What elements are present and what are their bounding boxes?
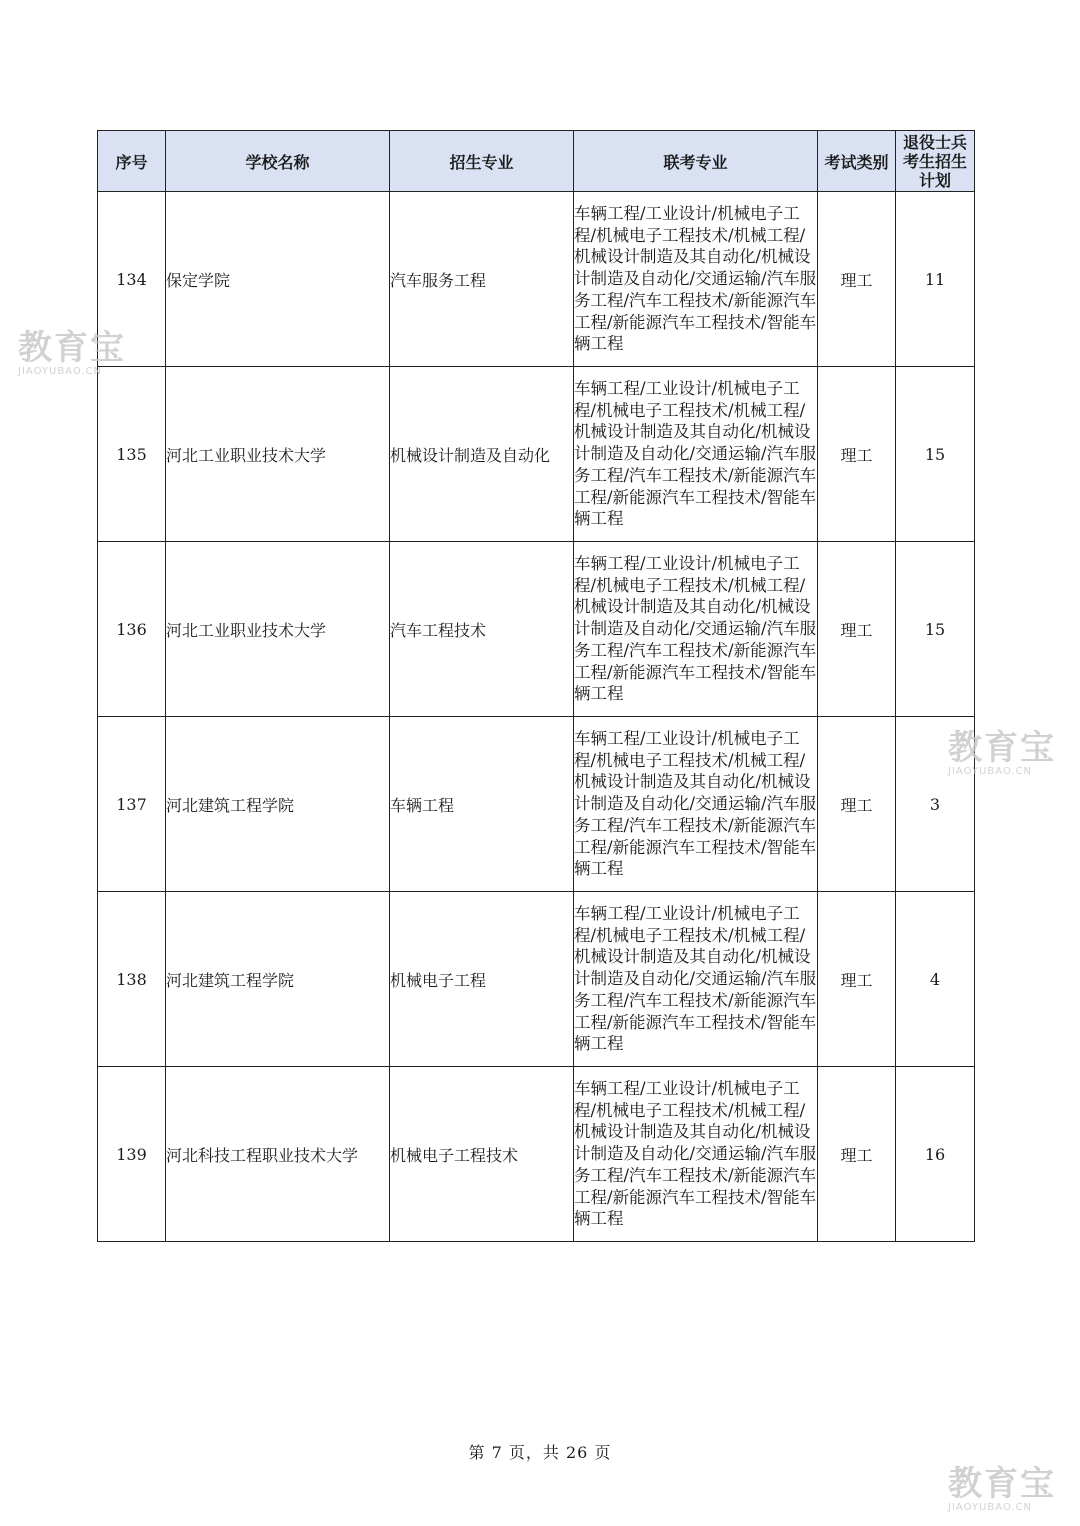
table-row (98, 367, 975, 542)
cell-major: 机械设计制造及自动化 (390, 367, 574, 542)
cell-joint-major: 车辆工程/工业设计/机械电子工程/机械电子工程技术/机械工程/机械设计制造及其自动化/机械设计制造及自动化/交通运输/汽车服务工程/汽车工程技术/新能源汽车工程/新能源汽车工程技术/智能车辆工程 (574, 367, 818, 542)
table-header-row (98, 131, 975, 192)
header-num: 序号 (98, 131, 166, 192)
cell-joint-major: 车辆工程/工业设计/机械电子工程/机械电子工程技术/机械工程/机械设计制造及其自动化/机械设计制造及自动化/交通运输/汽车服务工程/汽车工程技术/新能源汽车工程/新能源汽车工程技术/智能车辆工程 (574, 892, 818, 1067)
watermark-main: 教育宝 (18, 328, 126, 368)
cell-school: 河北建筑工程学院 (166, 892, 390, 1067)
watermark-sub: JIAOYUBAO.CN (18, 366, 102, 377)
header-plan (896, 131, 975, 192)
cell-joint-major: 车辆工程/工业设计/机械电子工程/机械电子工程技术/机械工程/机械设计制造及其自动化/机械设计制造及自动化/交通运输/汽车服务工程/汽车工程技术/新能源汽车工程/新能源汽车工程技术/智能车辆工程 (574, 192, 818, 367)
cell-plan: 4 (896, 892, 975, 1067)
cell-num: 139 (98, 1067, 166, 1242)
table-row (98, 542, 975, 717)
cell-num: 136 (98, 542, 166, 717)
cell-plan: 3 (896, 717, 975, 892)
cell-exam-type: 理工 (818, 892, 896, 1067)
cell-major: 汽车服务工程 (390, 192, 574, 367)
cell-plan: 16 (896, 1067, 975, 1242)
cell-joint-major: 车辆工程/工业设计/机械电子工程/机械电子工程技术/机械工程/机械设计制造及其自动化/机械设计制造及自动化/交通运输/汽车服务工程/汽车工程技术/新能源汽车工程/新能源汽车工程技术/智能车辆工程 (574, 717, 818, 892)
cell-num: 137 (98, 717, 166, 892)
header-major: 招生专业 (390, 131, 574, 192)
header-school: 学校名称 (166, 131, 390, 192)
cell-school: 保定学院 (166, 192, 390, 367)
cell-joint-major: 车辆工程/工业设计/机械电子工程/机械电子工程技术/机械工程/机械设计制造及其自动化/机械设计制造及自动化/交通运输/汽车服务工程/汽车工程技术/新能源汽车工程/新能源汽车工程技术/智能车辆工程 (574, 542, 818, 717)
cell-exam-type: 理工 (818, 1067, 896, 1242)
cell-plan: 15 (896, 542, 975, 717)
table-row (98, 717, 975, 892)
watermark-sub: JIAOYUBAO.CN (948, 1502, 1032, 1513)
cell-joint-major: 车辆工程/工业设计/机械电子工程/机械电子工程技术/机械工程/机械设计制造及其自动化/机械设计制造及自动化/交通运输/汽车服务工程/汽车工程技术/新能源汽车工程/新能源汽车工程技术/智能车辆工程 (574, 1067, 818, 1242)
header-plan-line: 退役士兵 (902, 132, 967, 152)
cell-plan: 11 (896, 192, 975, 367)
header-exam-type: 考试类别 (818, 131, 896, 192)
header-plan-line: 计划 (918, 170, 951, 190)
cell-plan: 15 (896, 367, 975, 542)
watermark-sub: JIAOYUBAO.CN (948, 766, 1032, 777)
header-plan-line: 考生招生 (902, 151, 967, 171)
cell-school: 河北建筑工程学院 (166, 717, 390, 892)
watermark-main: 教育宝 (948, 1464, 1056, 1504)
cell-major: 汽车工程技术 (390, 542, 574, 717)
cell-num: 135 (98, 367, 166, 542)
cell-major: 车辆工程 (390, 717, 574, 892)
cell-school: 河北工业职业技术大学 (166, 367, 390, 542)
cell-exam-type: 理工 (818, 542, 896, 717)
page-footer: 第 7 页，共 26 页 (468, 1443, 612, 1462)
watermark-logo (948, 1466, 1056, 1514)
table-row (98, 192, 975, 367)
cell-major: 机械电子工程 (390, 892, 574, 1067)
cell-exam-type: 理工 (818, 367, 896, 542)
watermark-logo (948, 730, 1056, 778)
cell-exam-type: 理工 (818, 717, 896, 892)
enrollment-table (97, 130, 975, 1242)
cell-num: 134 (98, 192, 166, 367)
watermark-logo (18, 330, 126, 378)
cell-school: 河北工业职业技术大学 (166, 542, 390, 717)
table-row (98, 1067, 975, 1242)
cell-school: 河北科技工程职业技术大学 (166, 1067, 390, 1242)
watermark-main: 教育宝 (948, 728, 1056, 768)
cell-num: 138 (98, 892, 166, 1067)
table-row (98, 892, 975, 1067)
cell-exam-type: 理工 (818, 192, 896, 367)
cell-major: 机械电子工程技术 (390, 1067, 574, 1242)
header-joint-major: 联考专业 (574, 131, 818, 192)
